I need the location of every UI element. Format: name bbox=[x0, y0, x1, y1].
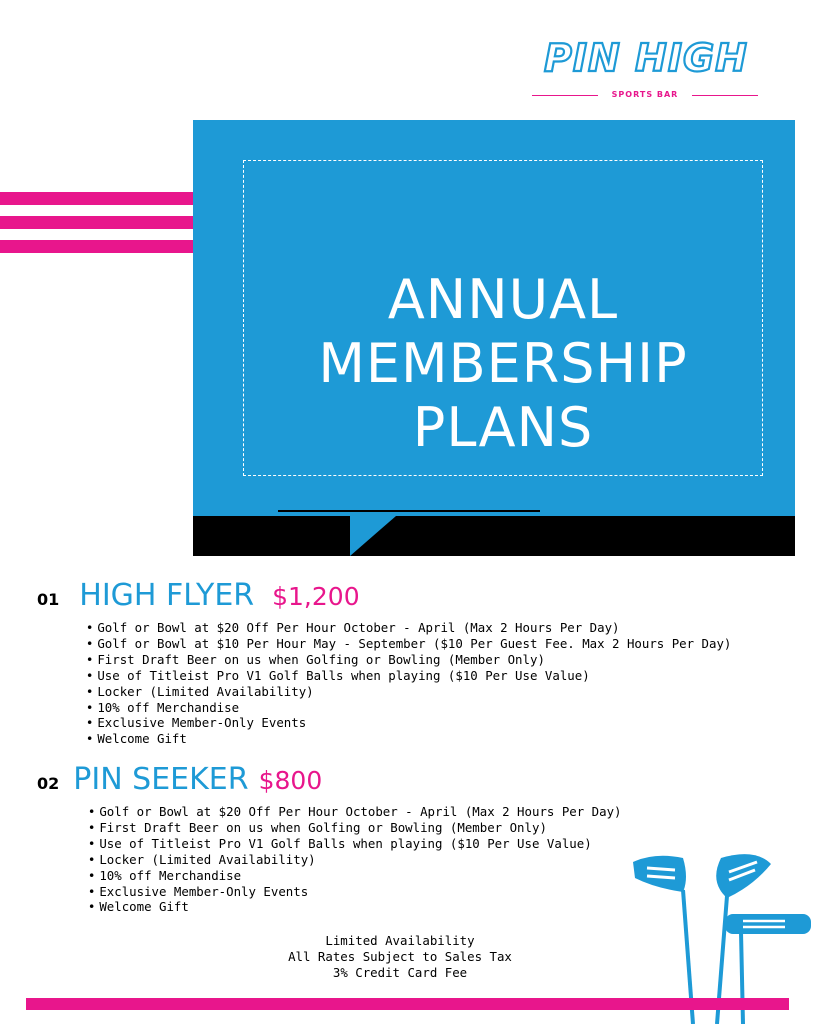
list-item: • First Draft Beer on us when Golfing or Bowling (Member Only) bbox=[88, 820, 807, 836]
hero-shadow-bar bbox=[193, 516, 795, 556]
list-item: • Welcome Gift bbox=[86, 731, 807, 747]
plan-name: PIN SEEKER bbox=[73, 762, 249, 797]
footer-line: 3% Credit Card Fee bbox=[332, 965, 468, 980]
list-item: • Golf or Bowl at $10 Per Hour May - September ($10 Per Guest Fee. Max 2 Hours Per Day) bbox=[86, 636, 807, 652]
list-item: • Exclusive Member-Only Events bbox=[88, 884, 807, 900]
hero-tab-line bbox=[278, 510, 540, 512]
list-item: • Locker (Limited Availability) bbox=[86, 684, 807, 700]
list-item: • Exclusive Member-Only Events bbox=[86, 715, 807, 731]
plan-price: $800 bbox=[258, 766, 323, 795]
list-item: • First Draft Beer on us when Golfing or Bowling (Member Only) bbox=[86, 652, 807, 668]
logo-divider-right bbox=[692, 95, 758, 96]
plan-header bbox=[37, 762, 807, 798]
plan-header bbox=[37, 578, 807, 614]
logo-divider-left bbox=[532, 95, 598, 96]
footer-line: Limited Availability bbox=[325, 933, 475, 948]
hero-title-line: PLANS bbox=[412, 396, 594, 459]
list-item: • Golf or Bowl at $20 Off Per Hour October - April (Max 2 Hours Per Day) bbox=[86, 620, 807, 636]
logo-title: PIN HIGH bbox=[544, 36, 748, 80]
plan-number: 01 bbox=[37, 590, 60, 609]
list-item: • Use of Titleist Pro V1 Golf Balls when playing ($10 Per Use Value) bbox=[86, 668, 807, 684]
hero-title bbox=[243, 268, 763, 460]
hero-title-line: ANNUAL bbox=[387, 268, 619, 331]
feature-list bbox=[86, 620, 807, 747]
plan-high-flyer bbox=[37, 578, 807, 747]
bottom-bar bbox=[26, 998, 789, 1010]
list-item: • 10% off Merchandise bbox=[88, 868, 807, 884]
list-item: • Use of Titleist Pro V1 Golf Balls when playing ($10 Per Use Value) bbox=[88, 836, 807, 852]
plan-price: $1,200 bbox=[272, 582, 360, 611]
footer-line: All Rates Subject to Sales Tax bbox=[288, 949, 512, 964]
list-item: • Locker (Limited Availability) bbox=[88, 852, 807, 868]
list-item: • Welcome Gift bbox=[88, 899, 807, 915]
plan-number: 02 bbox=[37, 774, 60, 793]
hero-title-line: MEMBERSHIP bbox=[318, 332, 688, 395]
plan-name: HIGH FLYER bbox=[79, 578, 255, 613]
speech-tail-icon bbox=[350, 514, 396, 558]
footer-notes bbox=[200, 933, 600, 981]
list-item: • 10% off Merchandise bbox=[86, 700, 807, 716]
logo-subtitle: SPORTS BAR bbox=[611, 90, 679, 99]
list-item: • Golf or Bowl at $20 Off Per Hour October - April (Max 2 Hours Per Day) bbox=[88, 804, 807, 820]
